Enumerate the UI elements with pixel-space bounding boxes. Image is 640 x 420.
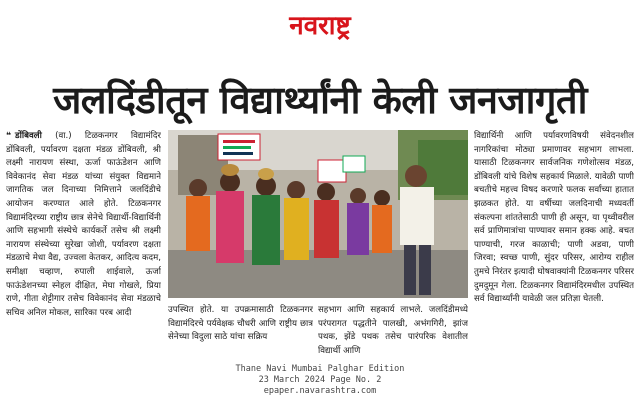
edition-name: Thane Navi Mumbai Palghar Edition (235, 364, 405, 374)
agency-credit: (वा.) (55, 131, 72, 141)
article-headline: जलदिंडीतून विद्यार्थ्यांनी केली जनजागृती (53, 78, 587, 122)
newspaper-logo[interactable]: नवराष्ट्र (289, 11, 351, 41)
column-4-text: विद्यार्थिनी आणि पर्यावरणविषयी संवेदनशील नागरिकांचा मोठ्या प्रमाणावर सहभाग लाभला. यासाठी टिळकनगर सार्वजनिक गणेशोत्सव मंडळ, डोंबिवली यांचे विशेष सहकार्य मिळाले. यावेळी पाणी बचतीचे महत्त्व विषद करणारे फलक सर्वांच्या हातात झळकत होते. या वर्षीच्या जलदिनाची मध्यवर्ती संकल्पना शांततेसाठी पाणी ही असून, या पृथ्वीवरील सर्व प्राणिमात्रांचा पाण्यावर समान हक्क आहे. बचत पाण्याची, गरज काळाची; पाणी अडवा, पाणी जिरवा; स्वच्छ पाणी, सुंदर परिसर, आरोग्य राहील तुमचे निरंतर इत्यादी घोषवाक्यांनी टिळकनगर परिसर दुमदुमून गेला. टिळकनगर विद्यामंदिरमधील उपस्थित सर्व विद्यार्थ्यांनी यावेळी जल प्रतिज्ञा घेतली. (474, 131, 634, 305)
column-1-text: टिळकनगर विद्यामंदिर डोंबिवली, पर्यावरण दक्षता मंडळ डोंबिवली, श्री लक्ष्मी नारायण संस्था, ऊर्जा फाऊंडेशन आणि विवेकानंद सेवा मंडळ यांच्या संयुक्त विद्यमाने जागतिक जल दिनाच्या निमित्ताने जलदिंडीचे आयोजन करण्यात आले होते. टिळकनगर विद्यामंदिरच्या राष्ट्रीय छात्र सेनेचे विद्यार्थी-विद्यार्थिनी आणि सहभागी संस्थेचे कार्यकर्ते तसेच श्री लक्ष्मी नारायण संस्थेच्या सुरेखा जोशी, पर्यावरण दक्षता मंडळाचे मेधा वैद्य, उज्वला केतकर, आदित्य कदम, समीक्षा चव्हाण, रुपाली शाईवाले, ऊर्जा फाऊंडेशनच्या स्नेहल दीक्षित, मेघा गोखले, प्रिया राणे, गीता शेट्टीगार तसेच विवेकानंद सेवा मंडळाचे सचिव अनिल मोकल, सारिका परब आदी (6, 131, 161, 318)
dateline: डोंबिवली (15, 131, 42, 141)
article-column-4 (474, 130, 634, 358)
edition-footer (0, 364, 640, 420)
epaper-site-link[interactable]: epaper.navarashtra.com (263, 386, 377, 396)
article-column-3 (318, 304, 468, 358)
article-photo (168, 130, 468, 298)
article-column-2 (168, 304, 313, 358)
column-2-text: उपस्थित होते. या उपक्रमासाठी टिळकनगर विद्यामंदिरचे पर्यवेक्षक चौधरी आणि राष्ट्रीय छात्र सेनेच्या विदुला साठे यांचा सक्रिय (168, 305, 313, 343)
edition-date-page: 23 March 2024 Page No. 2 (258, 375, 382, 385)
article-column-1 (6, 130, 161, 358)
procession-photo-illustration (168, 130, 468, 298)
dateline-bullet-icon: ❝ (6, 131, 12, 141)
masthead (0, 0, 640, 60)
column-3-text: सहभाग आणि सहकार्य लाभले. जलदिंडीमध्ये परंपरागत पद्धतीने पालखी, अभंगगिरी, झांज पथक, झेंडे पथक तसेच पारंपरिक वेशातील विद्यार्थी आणि (318, 305, 468, 356)
